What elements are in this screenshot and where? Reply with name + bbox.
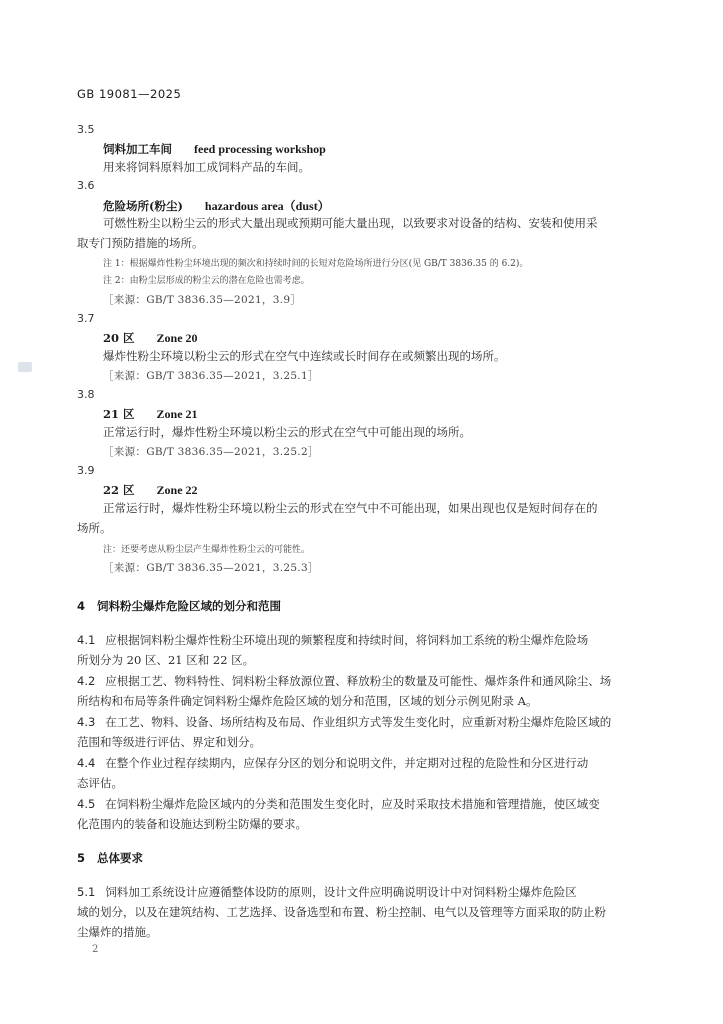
- term-source: ［来源：GB/T 3836.35—2021，3.9］: [103, 294, 302, 306]
- term-definition-cont: 场所。: [77, 521, 112, 535]
- document-code-header: GB 19081—2025: [77, 87, 182, 101]
- clause-number: 4.5: [77, 797, 96, 811]
- clause-text: 在饲料粉尘爆炸危险区域内的分类和范围发生变化时，应及时采取技术措施和管理措施，使区域变: [105, 797, 600, 811]
- term-source: ［来源：GB/T 3836.35—2021，3.25.3］: [103, 562, 319, 574]
- term-cn: 危险场所(粉尘): [103, 199, 183, 213]
- clause-number: 4.2: [77, 674, 96, 688]
- section-number: 4: [77, 599, 86, 613]
- term-definition: 用来将饲料原料加工成饲料产品的车间。: [103, 160, 310, 174]
- term-title: [103, 330, 198, 346]
- term-en: Zone 20: [156, 331, 198, 345]
- term-definition: 爆炸性粉尘环境以粉尘云的形式在空气中连续或长时间存在或频繁出现的场所。: [103, 349, 506, 363]
- page-number: 2: [92, 944, 99, 955]
- clause-paragraph-cont: 范围和等级进行评估、界定和划分。: [77, 735, 261, 749]
- term-source: ［来源：GB/T 3836.35—2021，3.25.2］: [103, 446, 319, 458]
- clause-number: 5.1: [77, 885, 96, 899]
- section-title: 饲料粉尘爆炸危险区域的划分和范围: [97, 599, 282, 613]
- clause-text: 应根据饲料粉尘爆炸性粉尘环境出现的频繁程度和持续时间，将饲料加工系统的粉尘爆炸危险场: [105, 633, 589, 647]
- clause-text: 在工艺、物料、设备、场所结构及布局、作业组织方式等发生变化时，应重新对粉尘爆炸危险区域的: [105, 715, 612, 729]
- term-en: Zone 22: [156, 483, 198, 497]
- section-number: 5: [77, 851, 86, 865]
- term-number: 3.7: [77, 312, 95, 325]
- term-number: 3.5: [77, 123, 95, 136]
- clause-paragraph-cont: 态评估。: [77, 776, 123, 790]
- term-title: [103, 141, 326, 157]
- section-title: 总体要求: [97, 851, 144, 865]
- term-title: [103, 406, 198, 422]
- term-number: 3.9: [77, 464, 95, 477]
- clause-paragraph-cont: 所结构和布局等条件确定饲料粉尘爆炸危险区域的划分和范围，区域的划分示例见附录 A。: [77, 694, 538, 708]
- term-source: ［来源：GB/T 3836.35—2021，3.25.1］: [103, 370, 319, 382]
- term-cn: 22 区: [103, 483, 135, 497]
- clause-paragraph-cont: 所划分为 20 区、21 区和 22 区。: [77, 653, 255, 667]
- section-heading: [77, 850, 143, 866]
- term-title: [103, 197, 330, 214]
- clause-number: 4.3: [77, 715, 96, 729]
- term-title: [103, 482, 198, 498]
- term-cn: 21 区: [103, 407, 135, 421]
- clause-text: 在整个作业过程存续期内，应保存分区的划分和说明文件，并定期对过程的危险性和分区进行动: [105, 756, 589, 770]
- term-en: Zone 21: [156, 407, 198, 421]
- term-cn: 饲料加工车间: [103, 142, 172, 156]
- clause-paragraph-cont: 尘爆炸的措施。: [77, 925, 158, 939]
- clause-text: 应根据工艺、物料特性、饲料粉尘释放源位置、释放粉尘的数量及可能性、爆炸条件和通风除尘、场: [105, 674, 612, 688]
- term-cn: 20 区: [103, 331, 135, 345]
- clause-number: 4.1: [77, 633, 96, 647]
- clause-paragraph: [77, 673, 611, 689]
- term-note: 注：还要考虑从粉尘层产生爆炸性粉尘云的可能性。: [103, 545, 311, 555]
- clause-paragraph: [77, 884, 577, 900]
- clause-paragraph: [77, 632, 588, 648]
- term-number: 3.6: [77, 179, 95, 192]
- clause-number: 4.4: [77, 756, 96, 770]
- term-note: 注 2：由粉尘层形成的粉尘云的潜在危险也需考虑。: [103, 276, 310, 286]
- term-number: 3.8: [77, 388, 95, 401]
- term-en: feed processing workshop: [194, 142, 326, 156]
- clause-text: 饲料加工系统设计应遵循整体设防的原则，设计文件应明确说明设计中对饲料粉尘爆炸危险区: [105, 885, 577, 899]
- section-heading: [77, 598, 281, 614]
- term-definition-cont: 取专门预防措施的场所。: [77, 236, 204, 250]
- clause-paragraph: [77, 796, 600, 812]
- term-definition: 可燃性粉尘以粉尘云的形式大量出现或预期可能大量出现，以致要求对设备的结构、安装和使用采: [103, 216, 598, 230]
- clause-paragraph-cont: 域的划分，以及在建筑结构、工艺选择、设备选型和布置、粉尘控制、电气以及管理等方面采取的防止粉: [77, 905, 606, 919]
- clause-paragraph: [77, 714, 611, 730]
- term-definition: 正常运行时，爆炸性粉尘环境以粉尘云的形式在空气中可能出现的场所。: [103, 425, 471, 439]
- term-note: 注 1：根据爆炸性粉尘环境出现的频次和持续时间的长短对危险场所进行分区(见 GB/T 3836.35 的 6.2)。: [103, 259, 529, 269]
- term-en: hazardous area（dust）: [204, 199, 330, 213]
- term-definition: 正常运行时，爆炸性粉尘环境以粉尘云的形式在空气中不可能出现，如果出现也仅是短时间存在的: [103, 501, 598, 515]
- clause-paragraph-cont: 化范围内的装备和设施达到粉尘防爆的要求。: [77, 817, 307, 831]
- side-margin-mark: [18, 362, 32, 372]
- clause-paragraph: [77, 755, 588, 771]
